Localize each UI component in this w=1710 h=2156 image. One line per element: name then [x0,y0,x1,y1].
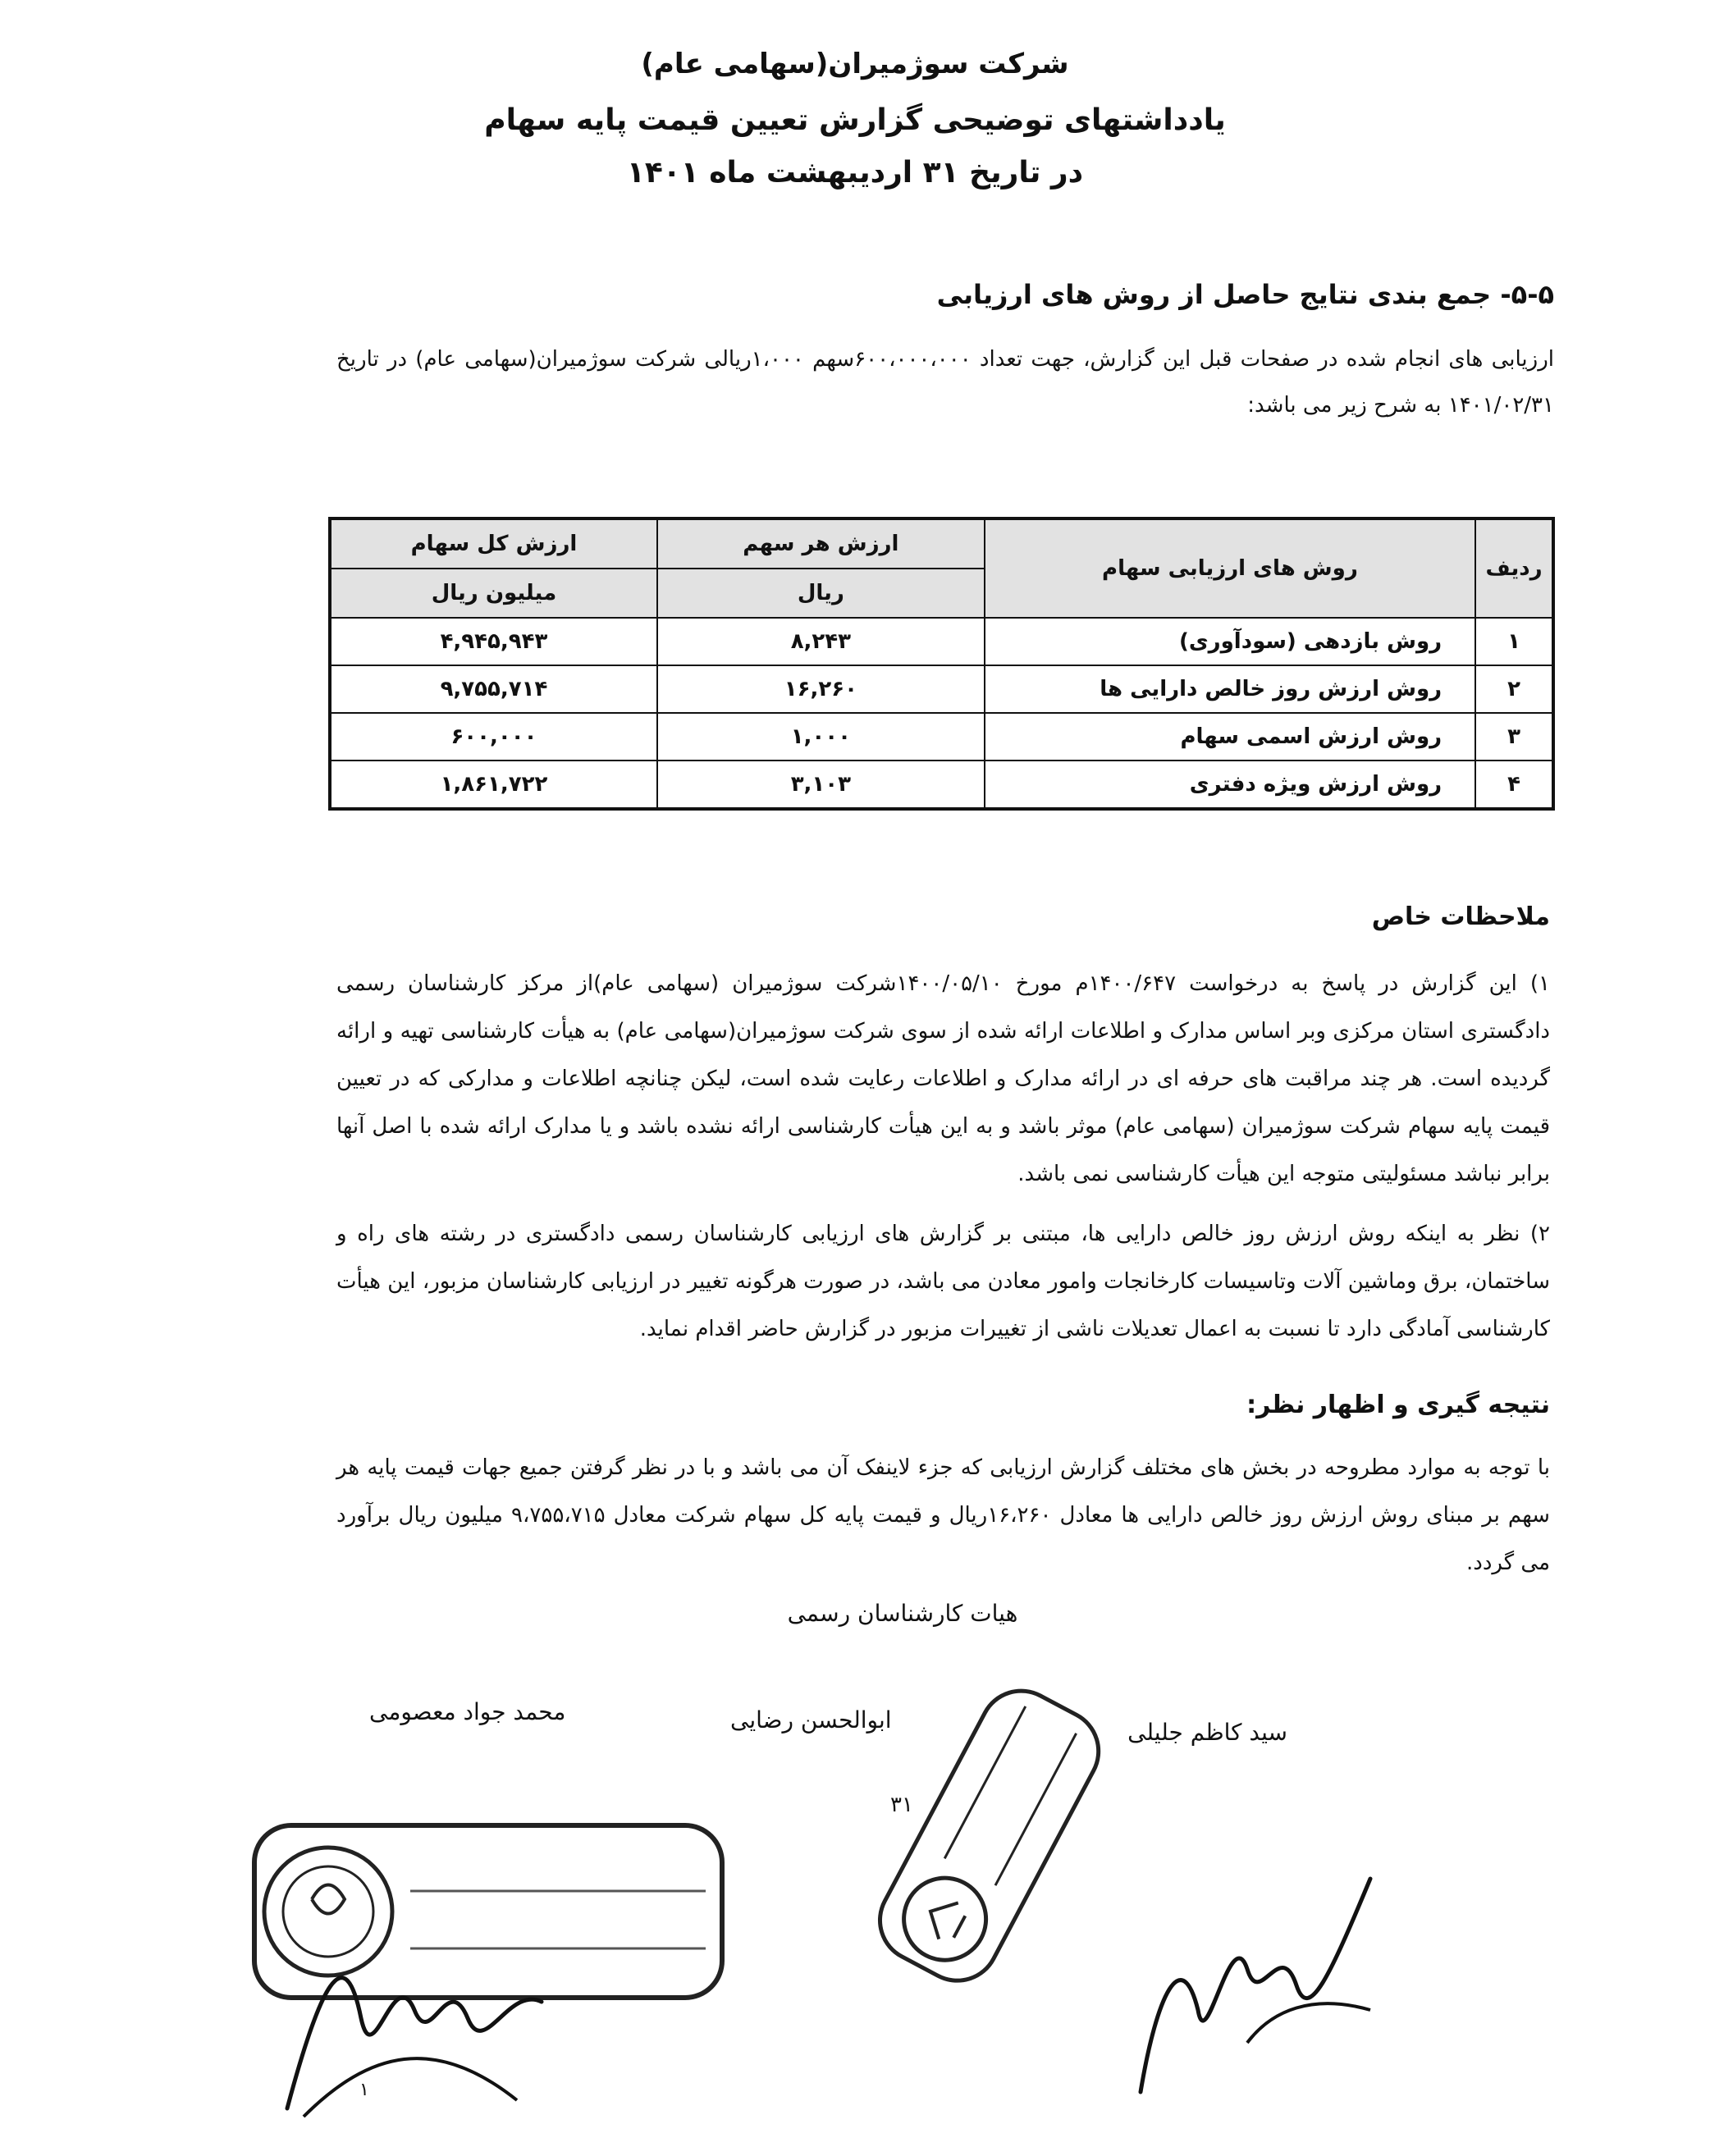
conclusion-paragraph: با توجه به موارد مطروحه در بخش های مختلف گزارش ارزیابی که جزء لاینفک آن می باشد و با در نظر گرفتن جمیع جهات قیمت پایه هر سهم بر مبنای روش ارزش روز خالص دارایی ها معادل ۱۶،۲۶۰ریال و قیمت پایه کل سهام شرکت معادل ۹،۷۵۵،۷۱۵ میلیون ریال برآورد می گردد. [336,1455,1550,1575]
page-number: ۳۱ [890,1793,913,1817]
note-paragraph-2: ۲) نظر به اینکه روش ارزش روز خالص دارایی ها، مبتنی بر گزارش های ارزیابی کارشناسان رسمی دادگستری در رشته های راه و ساختمان، برق وماشین آلات وتاسیسات کارخانجات وامور معادن می باشد، در صورت هرگونه تغییر در ارزیابی کارشناسان مزبور، این هیأت کارشناسی آمادگی دارد تا نسبت به اعمال تعدیلات ناشی از تغییرات مزبور در گزارش حاضر اقدام نماید. [336,1222,1550,1341]
member-name-2: ابوالحسن رضایی [730,1706,892,1733]
row-method: روش ارزش اسمی سهام [985,713,1475,761]
table-row [330,761,1553,809]
row-per-share: ۸,۲۴۳ [657,618,985,665]
header-total: ارزش کل سهام [330,518,657,569]
member-name-3: محمد جواد معصومی [369,1698,566,1725]
header-method: روش های ارزیابی سهام [985,518,1475,618]
row-method: روش ارزش ویژه دفتری [985,761,1475,809]
note-paragraph-1: ۱) این گزارش در پاسخ به درخواست ۱۴۰۰/۶۴۷م مورخ ۱۴۰۰/۰۵/۱۰شرکت سوژمیران (سهامی عام)از مرکز کارشناسان رسمی دادگستری استان مرکزی وبر اساس مدارک و اطلاعات ارائه شده از سوی شرکت سوژمیران(سهامی عام) به هیأت کارشناسی تهیه و ارائه گردیده است. هر چند مراقبت های حرفه ای در ارائه مدارک و اطلاعات رعایت شده است، لیکن چنانچه اطلاعات و مدارکی که در تعیین قیمت پایه سهام شرکت سوژمیران (سهامی عام) موثر باشد و به این هیأت کارشناسی ارائه نشده باشد و یا مدارک ارائه شده با اصل آنها برابر نباشد مسئولیتی متوجه این هیأت کارشناسی نمی باشد. [336,971,1550,1186]
signature-masoumi [271,1887,566,2133]
header-total-unit: میلیون ریال [330,569,657,618]
valuation-table [328,517,1555,811]
official-stamp-rezaei [829,1674,1157,2002]
report-date: در تاریخ ۳۱ اردیبهشت ماه ۱۴۰۱ [626,156,1084,190]
member-name-1: سید کاظم جلیلی [1127,1719,1287,1746]
table-row [330,665,1553,713]
section-heading: ۵-۵- جمع بندی نتایج حاصل از روش های ارزیابی [936,279,1554,310]
table-row [330,713,1553,761]
header-row-no: ردیف [1475,518,1553,618]
row-per-share: ۱۶,۲۶۰ [657,665,985,713]
row-total: ۴,۹۴۵,۹۴۳ [330,618,657,665]
company-title: شرکت سوژمیران(سهامی عام) [641,48,1069,80]
row-number: ۲ [1475,665,1553,713]
report-subtitle: یادداشتهای توضیحی گزارش تعیین قیمت پایه سهام [484,103,1226,137]
row-total: ۱,۸۶۱,۷۲۲ [330,761,657,809]
row-total: ۹,۷۵۵,۷۱۴ [330,665,657,713]
notes-heading: ملاحظات خاص [1371,902,1550,931]
board-title: هیات کارشناسان رسمی [787,1600,1018,1627]
table-row [330,618,1553,665]
row-per-share: ۱,۰۰۰ [657,713,985,761]
header-per-share: ارزش هر سهم [657,518,985,569]
row-number: ۳ [1475,713,1553,761]
row-per-share: ۳,۱۰۳ [657,761,985,809]
row-number: ۴ [1475,761,1553,809]
footer-mark: ۱ [359,2080,369,2100]
row-total: ۶۰۰,۰۰۰ [330,713,657,761]
conclusion-heading: نتیجه گیری و اظهار نظر: [1246,1391,1550,1419]
header-per-share-unit: ریال [657,569,985,618]
section-intro: ارزیابی های انجام شده در صفحات قبل این گزارش، جهت تعداد ۶۰۰،۰۰۰،۰۰۰سهم ۱،۰۰۰ریالی شرکت سوژمیران(سهامی عام) در تاریخ ۱۴۰۱/۰۲/۳۱ به شرح زیر می باشد: [336,347,1554,418]
row-method: روش بازدهی (سودآوری) [985,618,1475,665]
row-number: ۱ [1475,618,1553,665]
row-method: روش ارزش روز خالص دارایی ها [985,665,1475,713]
signature-jalili [1124,1846,1395,2117]
